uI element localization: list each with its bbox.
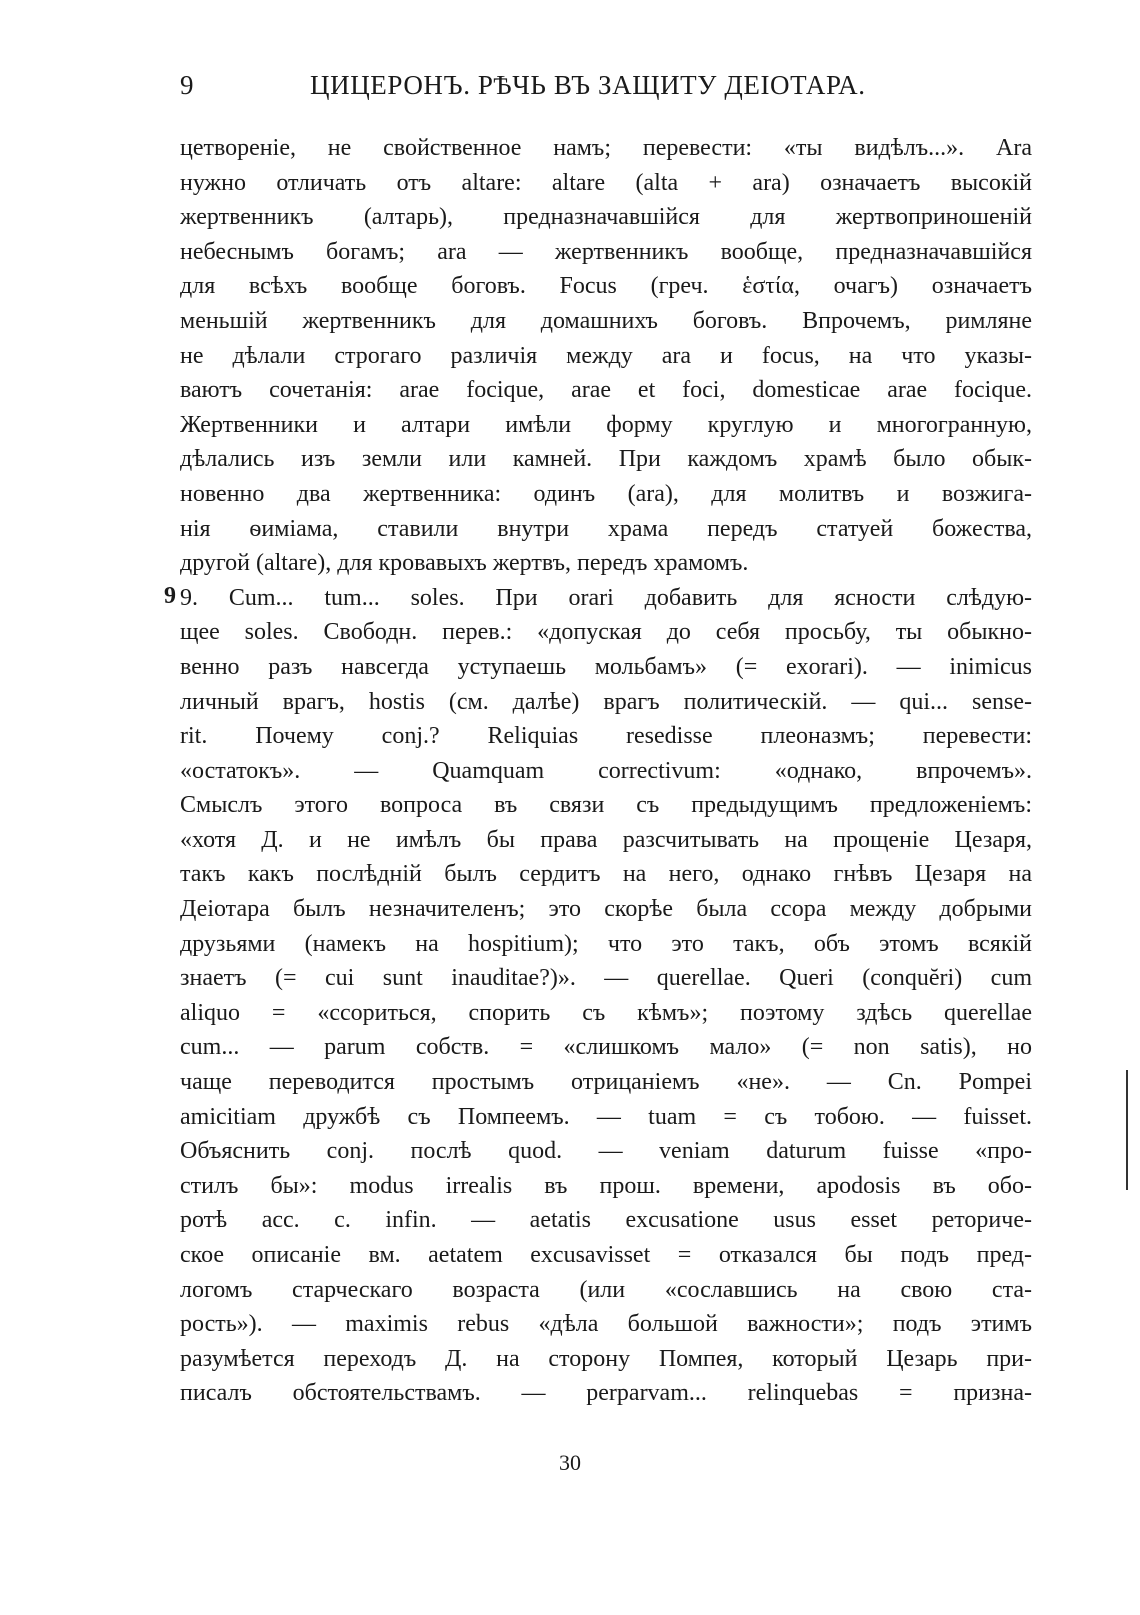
text-line: разумѣется переходъ Д. на сторону Помпея, который Цезарь при- [180,1345,1032,1372]
text-line: писалъ обстоятельствамъ. — perparvam... relinquebas = призна- [180,1380,1032,1407]
text-line: новенно два жертвенника: одинъ (ara), для молитвъ и возжига- [180,480,1032,507]
running-title: ЦИЦЕРОНЪ. РѢЧЬ ВЪ ЗАЩИТУ ДЕІОТАРА. [310,70,866,100]
commentary-body [180,131,1032,1411]
text-line: rit. Почему conj.? Reliquias resedisse плеоназмъ; перевести: [180,723,1032,750]
page-edge-mark [1126,1070,1128,1190]
text-line: жертвенникъ (алтарь), предназначавшійся для жертвоприношеній [180,204,1032,231]
text-line: небеснымъ богамъ; ara — жертвенникъ вообще, предназначавшійся [180,238,1032,265]
text-line: цетвореніе, не свойственное намъ; перевести: «ты видѣлъ...». Ara [180,135,1032,161]
text-line: нія ѳиміама, ставили внутри храма передъ статуей божества, [180,515,1032,542]
text-line: Жертвенники и алтари имѣли форму круглую и многогранную, [180,411,1032,438]
text-line: 9. Cum... tum... soles. При orari добавить для ясности слѣдую- [180,584,1032,611]
text-line: знаетъ (= cui sunt inauditae?)». — querellae. Queri (conquĕri) cum [180,965,1032,992]
text-line: ское описаніе вм. aetatem excusavisset = отказался бы подъ пред- [180,1242,1032,1268]
text-line: личный врагъ, hostis (см. далѣе) врагъ политическій. — qui... sense- [180,688,1032,715]
text-line: для всѣхъ вообще боговъ. Focus (греч. ἑστία, очагъ) означаетъ [180,273,1032,300]
text-line: amicitiam дружбѣ съ Помпеемъ. — tuam = съ тобою. — fuisset. [180,1103,1032,1130]
text-line: cum... — parum собств. = «слишкомъ мало» (= non satis), но [180,1034,1032,1061]
text-line: стилъ бы»: modus irrealis въ прош. времени, apodosis въ обо- [180,1172,1032,1199]
text-line: дѣлались изъ земли или камней. При каждомъ храмѣ было обык- [180,446,1032,473]
text-line: «остатокъ». — Quamquam correctivum: «однако, впрочемъ». [180,757,1032,784]
text-line: рость»). — maximis rebus «дѣла большой важности»; подъ этимъ [180,1311,1032,1338]
text-line: ваютъ сочетанія: arae focique, arae et foci, domesticae arae focique. [180,377,1032,404]
text-line: чаще переводится простымъ отрицаніемъ «не». — Cn. Pompei [180,1069,1032,1096]
text-line: логомъ старческаго возраста (или «сославшись на свою ста- [180,1276,1032,1303]
text-line: aliquo = «ссориться, спорить съ кѣмъ»; поэтому здѣсь querellae [180,999,1032,1026]
margin-section-number: 9 [164,583,176,609]
running-header [180,70,1020,110]
text-line: венно разъ навсегда уступаешь мольбамъ» (= exorari). — inimicus [180,653,1032,680]
text-line: щее soles. Свободн. перев.: «допуская до себя просьбу, ты обыкно- [180,619,1032,646]
header-page-number: 9 [180,70,195,100]
text-line: Смыслъ этого вопроса въ связи съ предыдущимъ предложеніемъ: [180,792,1032,819]
text-line: меньшій жертвенникъ для домашнихъ боговъ. Впрочемъ, римляне [180,307,1032,334]
text-line: не дѣлали строгаго различія между ara и focus, на что указы- [180,342,1032,369]
text-line: другой (altare), для кровавыхъ жертвъ, передъ храмомъ. [180,550,749,577]
text-line: нужно отличать отъ altare: altare (alta + ara) означаетъ высокій [180,169,1032,196]
text-line: друзьями (намекъ на hospitium); что это такъ, объ этомъ всякій [180,930,1032,957]
text-line: «хотя Д. и не имѣлъ бы права разсчитывать на прощеніе Цезаря, [180,826,1032,853]
folio-page-number: 30 [559,1450,581,1475]
text-line: ротѣ acc. c. infin. — aetatis excusatione usus esset реториче- [180,1207,1032,1234]
text-line: Объяснить conj. послѣ quod. — veniam daturum fuisse «про- [180,1138,1032,1165]
text-line: Деіотара былъ незначителенъ; это скорѣе была ссора между добрыми [180,896,1032,923]
text-line: такъ какъ послѣдній былъ сердитъ на него, однако гнѣвъ Цезаря на [180,861,1032,888]
